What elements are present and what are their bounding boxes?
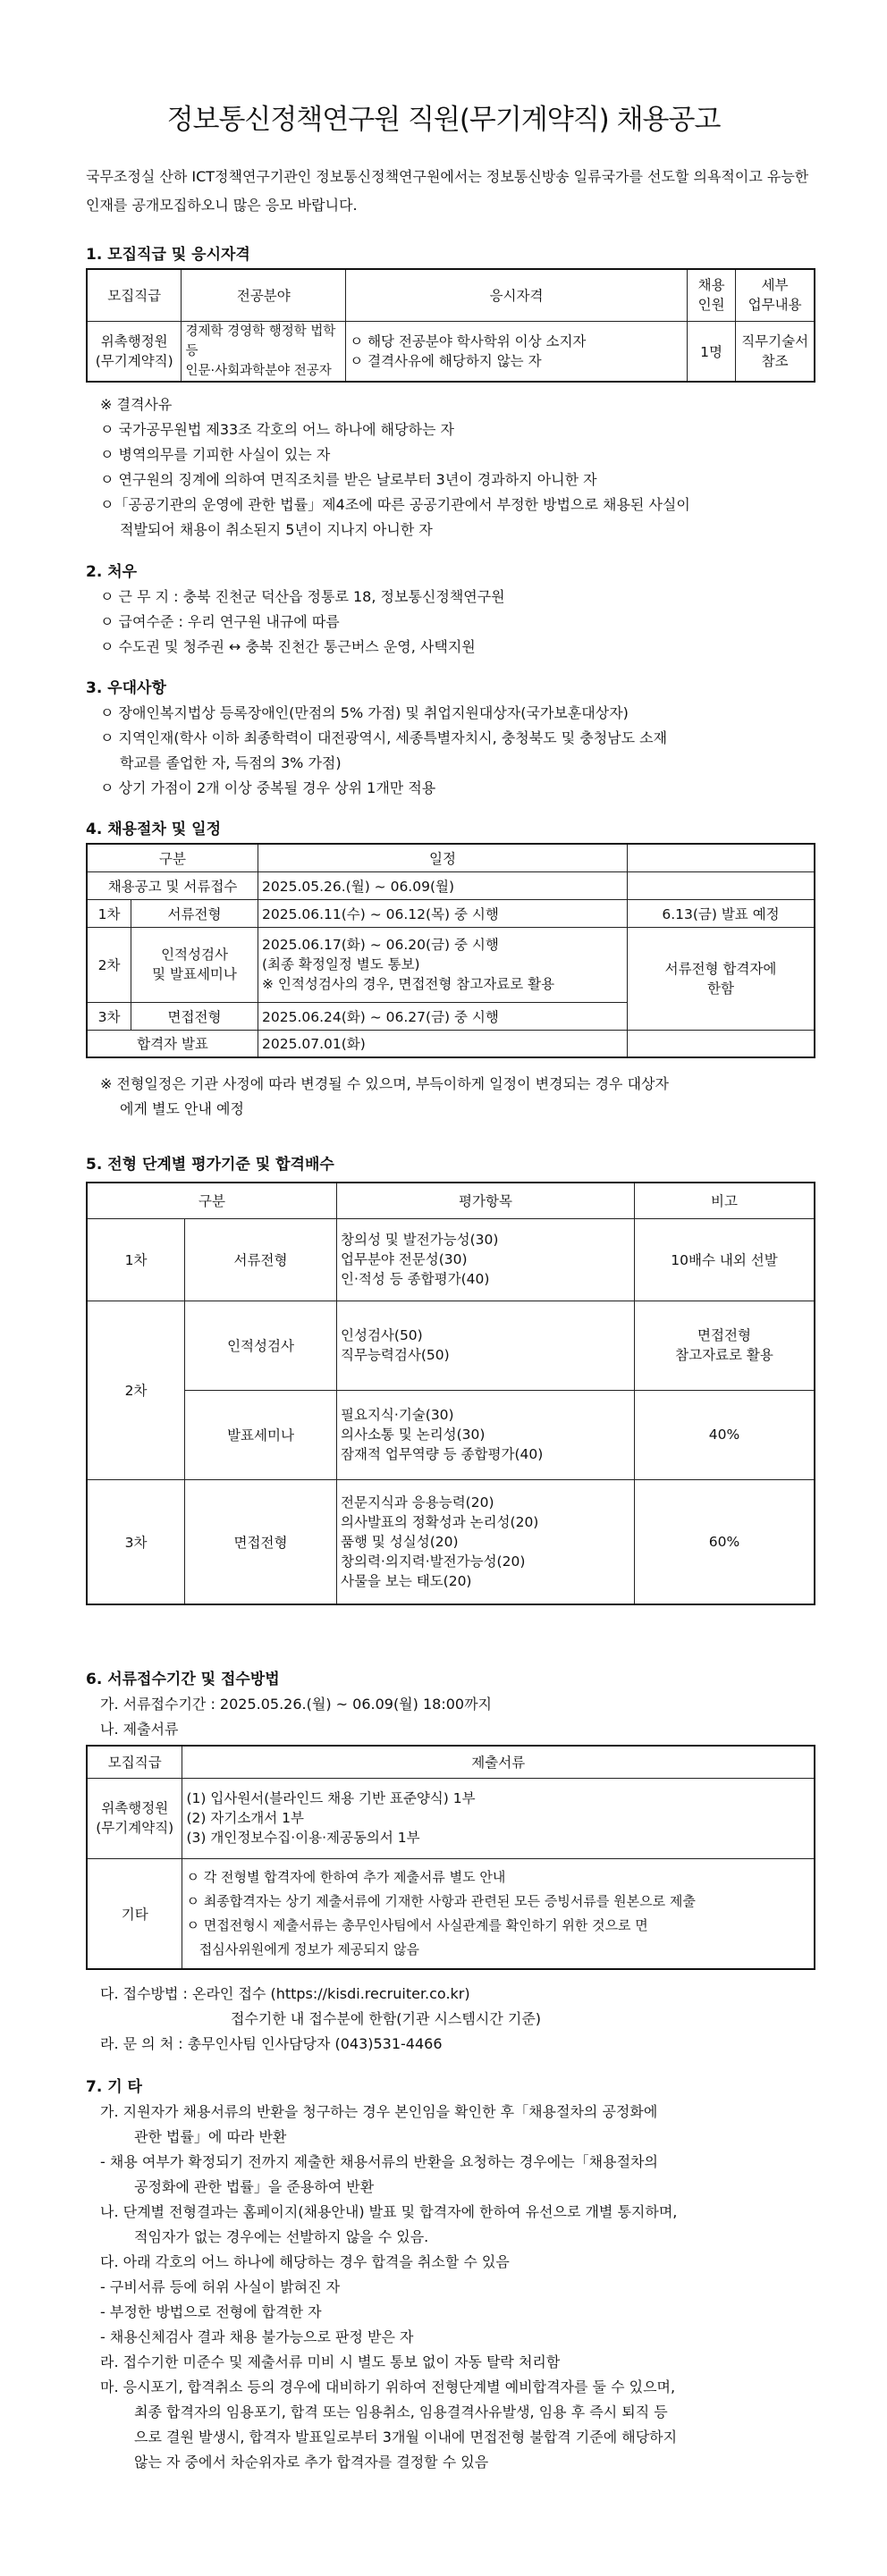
row-step1-sched: 2025.06.11(수) ~ 06.12(목) 중 시행	[258, 899, 628, 927]
eval-item: 인·적성 등 종합평가(40)	[341, 1271, 490, 1287]
evaluation-table	[86, 1182, 815, 1605]
section-7-heading: 7. 기 타	[86, 2078, 142, 2096]
etc-item: ㅇ 최종합격자는 상기 제출서류에 기재한 사항과 관련된 모든 증빙서류를 원본으로 제출	[186, 1892, 696, 1909]
schedule-note: ※ 전형일정은 기관 사정에 따라 변경될 수 있으며, 부득이하게 일정이 변경되는 경우 대상자	[100, 1075, 669, 1092]
intro-text: 국무조정실 산하 ICT정책연구기관인 정보통신정책연구원에서는 정보통신방송 일류국가를 선도할 의욕적이고 유능한 인재를 공개모집하오니 많은 응모 바랍니다.	[86, 168, 809, 214]
eval-step2a-items	[337, 1301, 635, 1390]
misc-item-cont: 으로 결원 발생시, 합격자 발표일로부터 3개월 이내에 면접전형 불합격 기준에 해당하지	[134, 2429, 678, 2446]
th-count	[687, 269, 735, 321]
row-step2-sched	[258, 927, 628, 1002]
eval-item: 필요지식·기술(30)	[341, 1407, 454, 1423]
step2-sched-l1: 2025.06.17(화) ~ 06.20(금) 중 시행	[262, 937, 499, 953]
disqual-item: ㅇ 연구원의 징계에 의하여 면직조치를 받은 날로부터 3년이 경과하지 아니한 자	[100, 471, 597, 488]
row-announce-note	[628, 871, 815, 899]
eval-item: 의사발표의 정확성과 논리성(20)	[341, 1513, 539, 1530]
eval-item: 인성검사(50)	[341, 1327, 423, 1343]
section-4-heading: 4. 채용절차 및 일정	[86, 821, 221, 838]
row-result-label: 합격자 발표	[87, 1030, 258, 1057]
eval-step2b-note: 40%	[635, 1390, 815, 1479]
grade-l1: 위촉행정원	[100, 333, 168, 349]
eval-item: 업무분야 전문성(30)	[341, 1251, 468, 1267]
eval-step2a-note	[635, 1301, 815, 1390]
th-division: 구분	[87, 1183, 337, 1218]
application-method: 다. 접수방법 : 온라인 접수 (https://kisdi.recruiter.co.kr)	[100, 1985, 470, 2002]
step23-note-l2: 한함	[707, 980, 734, 997]
row-step1: 1차	[87, 899, 131, 927]
disqual-item: ㅇ 국가공무원법 제33조 각호의 어느 하나에 해당하는 자	[100, 421, 454, 438]
section-3-heading: 3. 우대사항	[86, 679, 166, 697]
doc-item: (3) 개인정보수집·이용·제공동의서 1부	[186, 1830, 420, 1846]
eval-step2b-items	[337, 1390, 635, 1479]
benefit-item: ㅇ 근 무 지 : 충북 진천군 덕산읍 정통로 18, 정보통신정책연구원	[100, 588, 505, 605]
misc-item: 마. 응시포기, 합격취소 등의 경우에 대비하기 위하여 전형단계별 예비합격자를 둘 수 있으며,	[100, 2378, 676, 2395]
th-empty	[628, 844, 815, 871]
disqual-item-cont: 적발되어 채용이 취소된지 5년이 지나지 아니한 자	[120, 521, 433, 538]
preference-item: ㅇ 장애인복지법상 등록장애인(만점의 5% 가점) 및 취업지원대상자(국가보훈대상자)	[100, 704, 629, 721]
benefit-item: ㅇ 급여수준 : 우리 연구원 내규에 따름	[100, 613, 340, 630]
step2-name-l2: 및 발표세미나	[152, 966, 237, 982]
benefit-item: ㅇ 수도권 및 청주권 ↔ 충북 진천간 통근버스 운영, 사택지원	[100, 638, 476, 655]
row-result-note	[628, 1030, 815, 1057]
th-docs: 제출서류	[182, 1746, 815, 1778]
preference-item-cont: 학교를 졸업한 자, 득점의 3% 가점)	[120, 754, 342, 771]
cell-grade	[87, 321, 182, 382]
cell-qualification	[346, 321, 688, 382]
row-step3: 3차	[87, 1002, 131, 1030]
misc-item-cont: 관한 법률」에 따라 반환	[134, 2128, 287, 2145]
eval-item: 잠재적 업무역량 등 종합평가(40)	[341, 1446, 544, 1462]
row-step3-name: 면접전형	[131, 1002, 258, 1030]
eval-item: 의사소통 및 논리성(30)	[341, 1427, 486, 1443]
misc-subitem-cont: 공정화에 관한 법률」을 준용하여 반환	[134, 2178, 375, 2195]
step23-note-l1: 서류전형 합격자에	[664, 960, 777, 977]
eval-step2b-name: 발표세미나	[185, 1390, 337, 1479]
section-2-heading: 2. 처우	[86, 563, 138, 581]
eval-step2a-name: 인적성검사	[185, 1301, 337, 1390]
duty-l2: 참조	[761, 352, 789, 369]
misc-item: 라. 접수기한 미준수 및 제출서류 미비 시 별도 통보 없이 자동 탈락 처리함	[100, 2353, 561, 2370]
eval-step2: 2차	[87, 1301, 185, 1479]
application-period: 가. 서류접수기간 : 2025.05.26.(월) ~ 06.09(월) 18:00까지	[100, 1696, 492, 1713]
cell-count: 1명	[687, 321, 735, 382]
eval-item: 창의성 및 발전가능성(30)	[341, 1232, 499, 1248]
doc-item: (1) 입사원서(블라인드 채용 기반 표준양식) 1부	[186, 1790, 476, 1806]
th-qualification: 응시자격	[346, 269, 688, 321]
row-step23-note	[628, 927, 815, 1030]
section-1-heading: 1. 모집직급 및 응시자격	[86, 246, 250, 264]
page-title: 정보통신정책연구원 직원(무기계약직) 채용공고	[166, 104, 721, 136]
misc-subitem: - 구비서류 등에 허위 사실이 밝혀진 자	[100, 2278, 341, 2295]
row-announce-label: 채용공고 및 서류접수	[87, 871, 258, 899]
cell-major	[182, 321, 346, 382]
grade-l2: (무기계약직)	[95, 352, 173, 369]
docs-grade	[87, 1778, 182, 1858]
eval-item: 창의력·의지력·발전가능성(20)	[341, 1553, 526, 1570]
th-division: 구분	[87, 844, 258, 871]
th-items: 평가항목	[337, 1183, 635, 1218]
th-note: 비고	[635, 1183, 815, 1218]
docs-list	[182, 1778, 815, 1858]
eval-step3-note: 60%	[635, 1479, 815, 1604]
misc-subitem: - 채용신체검사 결과 채용 불가능으로 판정 받은 자	[100, 2328, 414, 2345]
recruitment-table	[86, 268, 815, 383]
application-method-cont: 접수기한 내 접수분에 한함(기관 시스템시간 기준)	[231, 2010, 542, 2027]
preference-item: ㅇ 지역인재(학사 이하 최종학력이 대전광역시, 세종특별자치시, 충청북도 및 충청남도 소재	[100, 729, 668, 746]
disqual-item: ㅇ「공공기관의 운영에 관한 법률」제4조에 따른 공공기관에서 부정한 방법으로 채용된 사실이	[100, 496, 690, 513]
docs-etc-label: 기타	[87, 1858, 182, 1969]
contact-info: 라. 문 의 처 : 총무인사팀 인사담당자 (043)531-4466	[100, 2035, 443, 2052]
docs-grade-l2: (무기계약직)	[96, 1820, 174, 1836]
row-step1-name: 서류전형	[131, 899, 258, 927]
schedule-table	[86, 843, 815, 1058]
row-result-sched: 2025.07.01(화)	[258, 1030, 628, 1057]
th-grade: 모집직급	[87, 1746, 182, 1778]
section-5-heading: 5. 전형 단계별 평가기준 및 합격배수	[86, 1156, 334, 1174]
step2-sched-l3: ※ 인적성검사의 경우, 면접전형 참고자료로 활용	[262, 976, 555, 992]
misc-item-cont: 않는 자 중에서 차순위자로 추가 합격자를 결정할 수 있음	[134, 2454, 489, 2471]
qual-l2: ㅇ 결격사유에 해당하지 않는 자	[350, 352, 542, 369]
row-step1-note: 6.13(금) 발표 예정	[628, 899, 815, 927]
eval-step3-items	[337, 1479, 635, 1604]
eval-step1-items	[337, 1218, 635, 1301]
step2a-note-l2: 참고자료로 활용	[675, 1347, 773, 1363]
major-l1: 경제학 경영학 행정학 법학 등	[185, 324, 336, 358]
row-step2: 2차	[87, 927, 131, 1002]
preference-item: ㅇ 상기 가점이 2개 이상 중복될 경우 상위 1개만 적용	[100, 779, 436, 796]
eval-step1-name: 서류전형	[185, 1218, 337, 1301]
disqual-heading: ※ 결격사유	[100, 396, 173, 413]
step2a-note-l1: 면접전형	[697, 1327, 751, 1343]
misc-item: 나. 단계별 전형결과는 홈페이지(채용안내) 발표 및 합격자에 한하여 유선으로 개별 통지하며,	[100, 2203, 678, 2220]
eval-item: 사물을 보는 태도(20)	[341, 1572, 472, 1589]
docs-etc-list	[182, 1858, 815, 1969]
th-grade: 모집직급	[87, 269, 182, 321]
row-announce-sched: 2025.05.26.(월) ~ 06.09(월)	[258, 871, 628, 899]
eval-item: 전문지식과 응용능력(20)	[341, 1494, 494, 1511]
qual-l1: ㅇ 해당 전공분야 학사학위 이상 소지자	[350, 333, 587, 349]
eval-item: 품행 및 성실성(20)	[341, 1533, 459, 1550]
section-6-heading: 6. 서류접수기간 및 접수방법	[86, 1671, 280, 1688]
misc-item-cont: 적임자가 없는 경우에는 선발하지 않을 수 있음.	[134, 2228, 429, 2245]
eval-step1: 1차	[87, 1218, 185, 1301]
eval-step3-name: 면접전형	[185, 1479, 337, 1604]
step2-name-l1: 인적성검사	[161, 947, 228, 963]
row-step2-name	[131, 927, 258, 1002]
step2-sched-l2: (최종 확정일정 별도 통보)	[262, 956, 420, 972]
th-count-l1: 채용	[697, 277, 725, 294]
eval-step1-note: 10배수 내외 선발	[635, 1218, 815, 1301]
documents-table	[86, 1745, 815, 1970]
th-count-l2: 인원	[697, 297, 725, 314]
etc-item: ㅇ 각 전형별 합격자에 한하여 추가 제출서류 별도 안내	[186, 1868, 506, 1885]
etc-item: ㅇ 면접전형시 제출서류는 총무인사팀에서 사실관계를 확인하기 위한 것으로 면	[186, 1916, 648, 1933]
misc-subitem: - 채용 여부가 확정되기 전까지 제출한 채용서류의 반환을 요청하는 경우에는「채용절차의	[100, 2153, 658, 2170]
eval-step3: 3차	[87, 1479, 185, 1604]
row-step3-sched: 2025.06.24(화) ~ 06.27(금) 중 시행	[258, 1002, 628, 1030]
disqual-item: ㅇ 병역의무를 기피한 사실이 있는 자	[100, 446, 331, 463]
duty-l1: 직무기술서	[741, 333, 809, 349]
misc-item: 가. 지원자가 채용서류의 반환을 청구하는 경우 본인임을 확인한 후「채용절차의 공정화에	[100, 2103, 658, 2120]
eval-item: 직무능력검사(50)	[341, 1347, 450, 1363]
th-schedule: 일정	[258, 844, 628, 871]
docs-grade-l1: 위촉행정원	[101, 1800, 169, 1816]
misc-item: 다. 아래 각호의 어느 하나에 해당하는 경우 합격을 취소할 수 있음	[100, 2253, 510, 2270]
th-duty-l2: 업무내용	[748, 297, 802, 314]
misc-subitem: - 부정한 방법으로 전형에 합격한 자	[100, 2303, 322, 2320]
cell-duty	[736, 321, 815, 382]
doc-item: (2) 자기소개서 1부	[186, 1810, 304, 1826]
th-major: 전공분야	[182, 269, 346, 321]
etc-item-cont: 접심사위원에게 정보가 제공되지 않음	[199, 1940, 419, 1957]
schedule-note-cont: 에게 별도 안내 예정	[120, 1100, 244, 1117]
misc-item-cont: 최종 합격자의 임용포기, 합격 또는 임용취소, 임용결격사유발생, 임용 후 즉시 퇴직 등	[134, 2403, 668, 2420]
th-duty-l1: 세부	[761, 277, 789, 294]
th-duty	[736, 269, 815, 321]
major-l2: 인문·사회과학분야 전공자	[185, 363, 332, 378]
documents-label: 나. 제출서류	[100, 1721, 179, 1738]
